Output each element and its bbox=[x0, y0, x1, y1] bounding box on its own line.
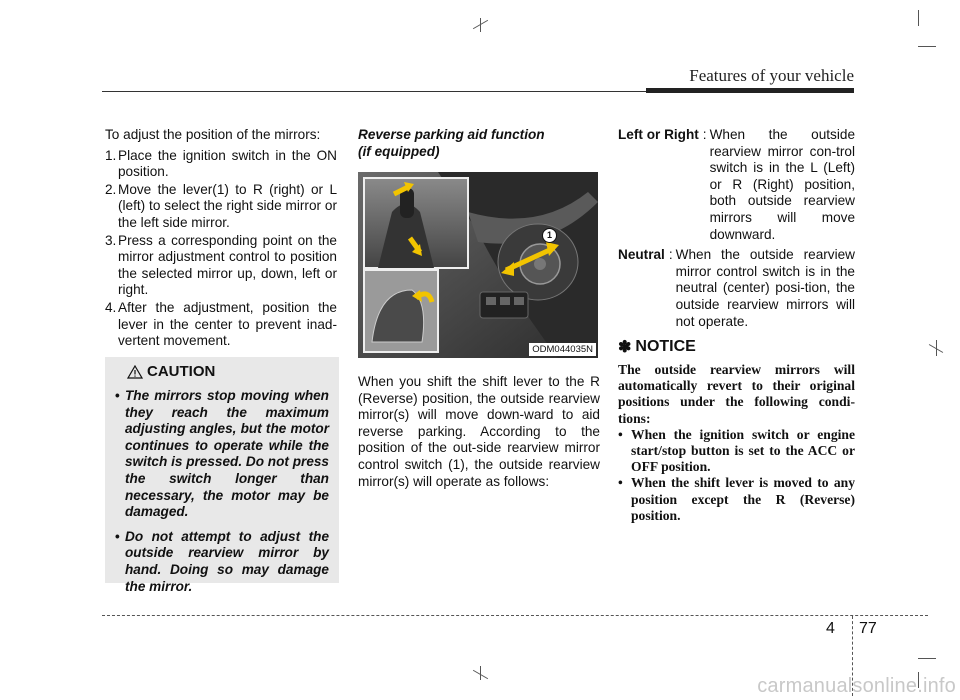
notice-intro: The outside rearview mirrors will automatically revert to their original positions under the following condi-tions: bbox=[618, 362, 855, 426]
caution-heading bbox=[127, 363, 215, 380]
list-item: • Do not attempt to adjust the outside rearview mirror by hand. Doing so may damage the mirror. bbox=[115, 528, 329, 594]
definitions-list bbox=[618, 127, 855, 334]
caution-title: CAUTION bbox=[147, 363, 216, 380]
warning-triangle-icon bbox=[127, 365, 143, 379]
definition-row: Left or Right : When the outside rearview mirror con-trol switch is in the L (Left) or R (Right) position, both outside rearview mirrors will move downward. bbox=[618, 127, 855, 242]
reverse-parking-heading bbox=[358, 127, 598, 160]
notice-heading bbox=[618, 337, 696, 357]
subsection-subtitle: (if equipped) bbox=[358, 143, 440, 159]
definition-desc: When the outside rearview mirror control switch is in the neutral (center) posi-tion, the outside rearview mirrors will not operate. bbox=[675, 247, 855, 329]
subsection-title: Reverse parking aid function bbox=[358, 127, 545, 142]
caution-box bbox=[105, 357, 339, 594]
definition-term: Neutral bbox=[618, 247, 665, 263]
notice-symbol-icon: ✽ bbox=[618, 339, 632, 356]
section-title: Features of your vehicle bbox=[689, 66, 854, 85]
list-item: • The mirrors stop moving when they reach the maximum adjusting angles, but the motor continues to operate while the switch is pressed. Do not press the switch longer than necessary, the motor may be damaged. bbox=[115, 388, 329, 520]
page-number: 77 bbox=[859, 620, 877, 637]
steps-list bbox=[105, 148, 337, 350]
list-item: 4. After the adjustment, position the lever in the center to prevent inad-vertent movement. bbox=[105, 299, 337, 349]
mirror-adjust-section bbox=[105, 127, 337, 351]
list-item: 2. Move the lever(1) to R (right) or L (left) to select the right side mirror or the left side mirror. bbox=[105, 181, 337, 230]
footer-dashed-rule bbox=[102, 615, 928, 616]
definition-row: Neutral : When the outside rearview mirror control switch is in the neutral (center) posi-tion, the outside rearview mirrors will not operate. bbox=[618, 247, 855, 329]
figure-code: ODM044035N bbox=[529, 343, 596, 356]
list-item: • When the shift lever is moved to any position except the R (Reverse) position. bbox=[618, 475, 855, 523]
reverse-parking-text: When you shift the shift lever to the R (Reverse) position, the outside rearview mirror(s) will move down-ward to aid reverse parking. According to the position of the out-side rearview mirror control switch (1), the outside rearview mirror(s) will operate as follows: bbox=[358, 374, 600, 489]
door-panel-photo bbox=[358, 172, 598, 358]
watermark: carmanualsonline.info bbox=[757, 675, 956, 697]
definition-term: Left or Right bbox=[618, 127, 699, 142]
intro-text: To adjust the position of the mirrors: bbox=[105, 127, 321, 142]
chapter-number: 4 bbox=[826, 620, 835, 637]
door-panel-illustration bbox=[358, 172, 598, 358]
callout-marker: 1 bbox=[542, 228, 557, 243]
definition-desc: When the outside rearview mirror con-trol switch is in the L (Left) or R (Right) position, both outside rearview mirrors will move downward. bbox=[709, 127, 855, 242]
caution-list bbox=[115, 388, 329, 603]
list-item: 3. Press a corresponding point on the mirror adjustment control to position the selected mirror up, down, left or right. bbox=[105, 232, 337, 298]
list-item: 1. Place the ignition switch in the ON position. bbox=[105, 147, 337, 180]
notice-list bbox=[618, 427, 855, 524]
notice-body bbox=[618, 362, 855, 524]
list-item: • When the ignition switch or engine start/stop button is set to the ACC or OFF position. bbox=[618, 426, 855, 475]
notice-title: NOTICE bbox=[635, 338, 696, 355]
header-bar bbox=[646, 88, 854, 93]
